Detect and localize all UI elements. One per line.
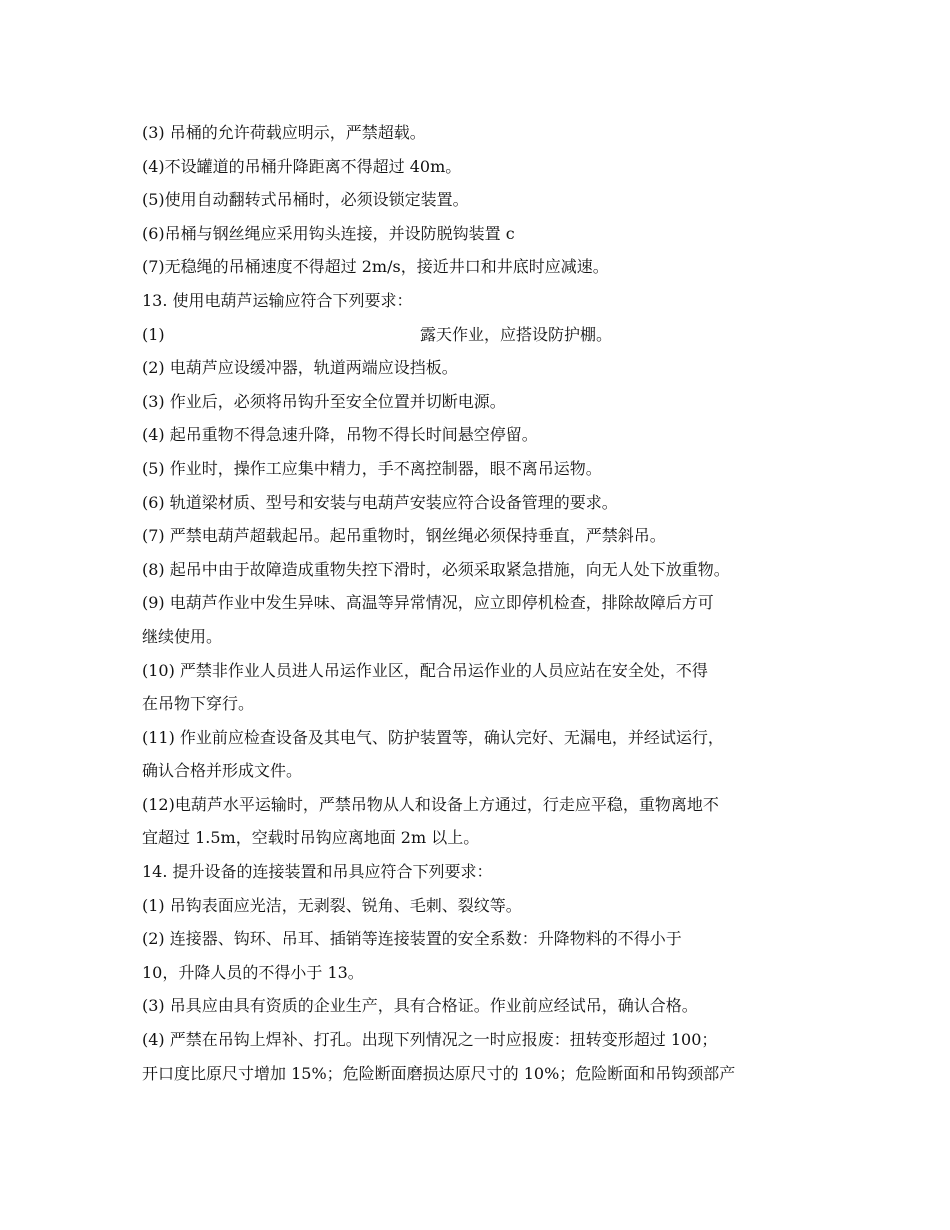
text-line: (1) 吊钩表面应光洁，无剥裂、锐角、毛刺、裂纹等。 [142, 895, 522, 915]
document-body [142, 116, 832, 1090]
text-line: (7) 严禁电葫芦超载起吊。起吊重物时，钢丝绳必须保持垂直，严禁斜吊。 [142, 526, 666, 546]
text-line: (11) 作业前应检查设备及其电气、防护装置等，确认完好、无漏电，并经试运行， [142, 727, 724, 747]
text-line: 10，升降人员的不得小于 13。 [142, 962, 364, 982]
text-line: 开口度比原尺寸增加 15%；危险断面磨损达原尺寸的 10%；危险断面和吊钩颈部产 [142, 1063, 736, 1083]
text-line: (9) 电葫芦作业中发生异味、高温等异常情况，应立即停机检查，排除故障后方可 [142, 593, 714, 613]
text-line: (8) 起吊中由于故障造成重物失控下滑时，必须采取紧急措施，向无人处下放重物。 [142, 559, 730, 579]
text-line: 确认合格并形成文件。 [142, 761, 303, 781]
text-line: 宜超过 1.5m，空载时吊钩应离地面 2m 以上。 [142, 828, 480, 848]
text-line: (7)无稳绳的吊桶速度不得超过 2m/s，接近井口和井底时应减速。 [142, 257, 609, 277]
section-heading: 14. 提升设备的连接装置和吊具应符合下列要求： [142, 862, 493, 882]
item-text: 露天作业，应搭设防护棚。 [420, 324, 613, 344]
text-line: (4) 起吊重物不得急速升降，吊物不得长时间悬空停留。 [142, 425, 538, 445]
text-line: 在吊物下穿行。 [142, 694, 255, 714]
text-line: (4)不设罐道的吊桶升降距离不得超过 40m。 [142, 156, 462, 176]
text-line: (6)吊桶与钢丝绳应采用钩头连接，并设防脱钩装置 c [142, 223, 515, 243]
text-line: (5)使用自动翻转式吊桶时，必须设锁定装置。 [142, 190, 469, 210]
text-line: (3) 吊桶的允许荷载应明示，严禁超载。 [142, 123, 426, 142]
text-line [142, 318, 832, 352]
item-number: (1) [142, 324, 165, 344]
text-line: (2) 连接器、钩环、吊耳、插销等连接装置的安全系数：升降物料的不得小于 [142, 929, 682, 949]
text-line: (4) 严禁在吊钩上焊补、打孔。出现下列情况之一时应报废：扭转变形超过 100； [142, 1030, 718, 1050]
text-line: (3) 吊具应由具有资质的企业生产，具有合格证。作业前应经试吊，确认合格。 [142, 996, 698, 1016]
text-line: (2) 电葫芦应设缓冲器，轨道两端应设挡板。 [142, 358, 458, 378]
text-line: (5) 作业时，操作工应集中精力，手不离控制器，眼不离吊运物。 [142, 458, 602, 478]
text-line: (12)电葫芦水平运输时，严禁吊物从人和设备上方通过，行走应平稳，重物离地不 [142, 794, 719, 814]
text-line: (10) 严禁非作业人员进人吊运作业区，配合吊运作业的人员应站在安全处，不得 [142, 660, 708, 680]
text-line: (3) 作业后，必须将吊钩升至安全位置并切断电源。 [142, 391, 506, 411]
text-line: 继续使用。 [142, 626, 223, 646]
section-heading: 13. 使用电葫芦运输应符合下列要求： [142, 290, 413, 310]
text-line: (6) 轨道梁材质、型号和安装与电葫芦安装应符合设备管理的要求。 [142, 492, 618, 512]
